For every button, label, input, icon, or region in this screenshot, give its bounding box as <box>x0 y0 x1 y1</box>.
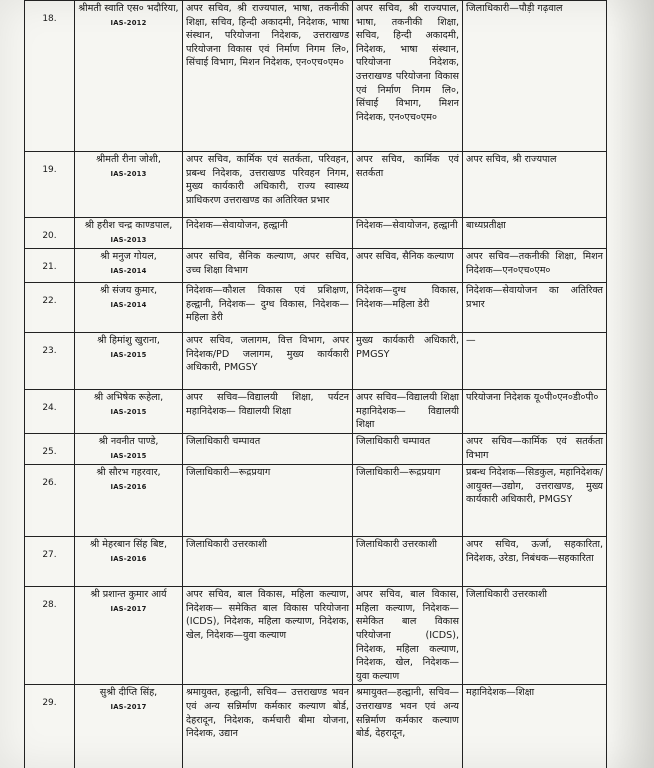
serial-number: 20. <box>25 218 75 249</box>
serial-number: 24. <box>25 390 75 434</box>
serial-number: 21. <box>25 249 75 283</box>
table-row <box>25 1 607 152</box>
new-posting: अपर सचिव, ऊर्जा, सहकारिता, निदेशक, उरेडा, निबंधक—सहकारिता <box>463 537 607 587</box>
transfer-table <box>24 0 607 768</box>
retained-posting: जिलाधिकारी उत्तरकाशी <box>353 537 463 587</box>
retained-posting: जिलाधिकारी—रूद्रप्रयाग <box>353 465 463 537</box>
new-posting: अपर सचिव, श्री राज्यपाल <box>463 152 607 218</box>
table-row <box>25 333 607 390</box>
new-posting: महानिदेशक—शिक्षा <box>463 685 607 768</box>
current-posting: जिलाधिकारी उत्तरकाशी <box>183 537 353 587</box>
serial-number: 25. <box>25 433 75 464</box>
table-row <box>25 587 607 685</box>
officer-name: श्री संजय कुमार, <box>99 285 158 297</box>
current-posting: जिलाधिकारी—रूद्रप्रयाग <box>183 465 353 537</box>
new-posting: परियोजना निदेशक यू०पी०एन०डी०पी० <box>463 390 607 434</box>
current-posting: श्रमायुक्त, हल्द्वानी, सचिव— उत्तराखण्ड भवन एवं अन्य सन्निर्माण कर्मकार कल्याण बोर्ड, देहरादून, निदेशक, कर्मचारी बीमा योजना, निदेशक, उद्यान <box>183 685 353 768</box>
officer-cell <box>75 333 183 390</box>
officer-cell <box>75 283 183 333</box>
table-row <box>25 390 607 434</box>
officer-name: श्रीमती स्वाति एस० भदौरिया, <box>78 3 179 14</box>
new-posting: अपर सचिव—कार्मिक एवं सतर्कता विभाग <box>463 433 607 464</box>
officer-cell <box>75 685 183 768</box>
officer-name: सुश्री दीप्ति सिंह, <box>99 687 158 699</box>
officer-batch: IAS-2016 <box>110 554 147 563</box>
current-posting: अपर सचिव, बाल विकास, महिला कल्याण, निदेशक— समेकित बाल विकास परियोजना (ICDS), निदेशक, महिला कल्याण, निदेशक, खेल, निदेशक—युवा कल्याण <box>183 587 353 685</box>
officer-batch: IAS-2013 <box>110 235 147 244</box>
officer-batch: IAS-2015 <box>110 451 147 460</box>
current-posting: अपर सचिव, कार्मिक एवं सतर्कता, परिवहन, प्रबन्ध निदेशक, उत्तराखण्ड परिवहन निगम, मुख्य कार्यकारी अधिकारी, राज्य स्वास्थ्य प्राधिकरण उत्तराखण्ड का अतिरिक्त प्रभार <box>183 152 353 218</box>
table-row <box>25 249 607 283</box>
table-row <box>25 218 607 249</box>
officer-cell <box>75 537 183 587</box>
new-posting: बाध्यप्रतीक्षा <box>463 218 607 249</box>
retained-posting: अपर सचिव, श्री राज्यपाल, भाषा, तकनीकी शिक्षा, सचिव, हिन्दी अकादमी, निदेशक, भाषा संस्थान, परियोजना निदेशक, उत्तराखण्ड परियोजना विकास एवं निर्माण निगम लि०, सिंचाई विभाग, मिशन निदेशक, एन०एच०एम० <box>353 1 463 152</box>
retained-posting: अपर सचिव, बाल विकास, महिला कल्याण, निदेशक—समेकित बाल विकास परियोजना (ICDS), निदेशक, महिला कल्याण, निदेशक, खेल, निदेशक—युवा कल्याण <box>353 587 463 685</box>
new-posting: — <box>463 333 607 390</box>
retained-posting: निदेशक—दुग्ध विकास, निदेशक—महिला डेरी <box>353 283 463 333</box>
officer-cell <box>75 152 183 218</box>
officer-name: श्री हिमांशु खुराना, <box>97 335 160 347</box>
current-posting: निदेशक—सेवायोजन, हल्द्वानी <box>183 218 353 249</box>
table-row <box>25 152 607 218</box>
officer-name: श्री प्रशान्त कुमार आर्य <box>90 589 167 601</box>
officer-cell <box>75 390 183 434</box>
serial-number: 19. <box>25 152 75 218</box>
table-row <box>25 283 607 333</box>
retained-posting: जिलाधिकारी चम्पावत <box>353 433 463 464</box>
serial-number: 28. <box>25 587 75 685</box>
retained-posting: श्रमायुक्त—हल्द्वानी, सचिव— उत्तराखण्ड भवन एवं अन्य सन्निर्माण कर्मकार कल्याण बोर्ड, देहरादून, <box>353 685 463 768</box>
officer-batch: IAS-2017 <box>110 702 147 711</box>
new-posting: जिलाधिकारी उत्तरकाशी <box>463 587 607 685</box>
officer-name: श्री हरीश चन्द्र काण्डपाल, <box>84 220 173 231</box>
current-posting: जिलाधिकारी चम्पावत <box>183 433 353 464</box>
serial-number: 23. <box>25 333 75 390</box>
officer-cell <box>75 465 183 537</box>
table-row <box>25 433 607 464</box>
officer-cell <box>75 1 183 152</box>
retained-posting: अपर सचिव—विद्यालयी शिक्षा महानिदेशक— विद्यालयी शिक्षा <box>353 390 463 434</box>
current-posting: अपर सचिव, सैनिक कल्याण, अपर सचिव, उच्च शिक्षा विभाग <box>183 249 353 283</box>
officer-batch: IAS-2014 <box>110 266 147 275</box>
officer-name: श्री मनुज गोयल, <box>100 251 157 263</box>
officer-batch: IAS-2013 <box>110 169 147 178</box>
new-posting: जिलाधिकारी—पौड़ी गढ़वाल <box>463 1 607 152</box>
table-row <box>25 537 607 587</box>
serial-number: 29. <box>25 685 75 768</box>
new-posting: प्रबन्ध निदेशक—सिडकुल, महानिदेशक/आयुक्त—उद्योग, उत्तराखण्ड, मुख्य कार्यकारी अधिकारी, PMGSY <box>463 465 607 537</box>
table-body <box>25 1 607 768</box>
officer-name: श्री मेहरबान सिंह बिष्ट, <box>89 539 168 551</box>
current-posting: अपर सचिव, श्री राज्यपाल, भाषा, तकनीकी शिक्षा, सचिव, हिन्दी अकादमी, निदेशक, भाषा संस्थान, परियोजना निदेशक, उत्तराखण्ड परियोजना विकास एवं निर्माण निगम लि०, सिंचाई विभाग, मिशन निदेशक, एन०एच०एम० <box>183 1 353 152</box>
new-posting: अपर सचिव—तकनीकी शिक्षा, मिशन निदेशक—एन०एच०एम० <box>463 249 607 283</box>
officer-cell <box>75 249 183 283</box>
current-posting: अपर सचिव, जलागम, वित्त विभाग, अपर निदेशक/PD जलागम, मुख्य कार्यकारी अधिकारी, PMGSY <box>183 333 353 390</box>
officer-cell <box>75 433 183 464</box>
retained-posting: अपर सचिव, कार्मिक एवं सतर्कता <box>353 152 463 218</box>
officer-batch: IAS-2015 <box>110 350 147 359</box>
retained-posting: अपर सचिव, सैनिक कल्याण <box>353 249 463 283</box>
serial-number: 26. <box>25 465 75 537</box>
officer-batch: IAS-2014 <box>110 300 147 309</box>
page-edge-shadow <box>606 0 654 768</box>
officer-batch: IAS-2017 <box>110 604 147 613</box>
officer-batch: IAS-2015 <box>110 407 147 416</box>
retained-posting: मुख्य कार्यकारी अधिकारी, PMGSY <box>353 333 463 390</box>
retained-posting: निदेशक—सेवायोजन, हल्द्वानी <box>353 218 463 249</box>
table-row <box>25 685 607 768</box>
officer-cell <box>75 587 183 685</box>
officer-name: श्रीमती रीना जोशी, <box>96 154 161 165</box>
officer-cell <box>75 218 183 249</box>
serial-number: 22. <box>25 283 75 333</box>
serial-number: 18. <box>25 1 75 152</box>
officer-batch: IAS-2016 <box>110 482 147 491</box>
current-posting: अपर सचिव—विद्यालयी शिक्षा, पर्यटन महानिदेशक— विद्यालयी शिक्षा <box>183 390 353 434</box>
current-posting: निदेशक—कौशल विकास एवं प्रशिक्षण, हल्द्वानी, निदेशक— दुग्ध विकास, निदेशक—महिला डेरी <box>183 283 353 333</box>
new-posting: निदेशक—सेवायोजन का अतिरिक्त प्रभार <box>463 283 607 333</box>
serial-number: 27. <box>25 537 75 587</box>
officer-name: श्री सौरभ गहरवार, <box>96 467 161 479</box>
officer-name: श्री अभिषेक रूहेला, <box>93 392 164 404</box>
table-row <box>25 465 607 537</box>
officer-batch: IAS-2012 <box>110 18 147 27</box>
officer-name: श्री नवनीत पाण्डे, <box>98 435 159 447</box>
